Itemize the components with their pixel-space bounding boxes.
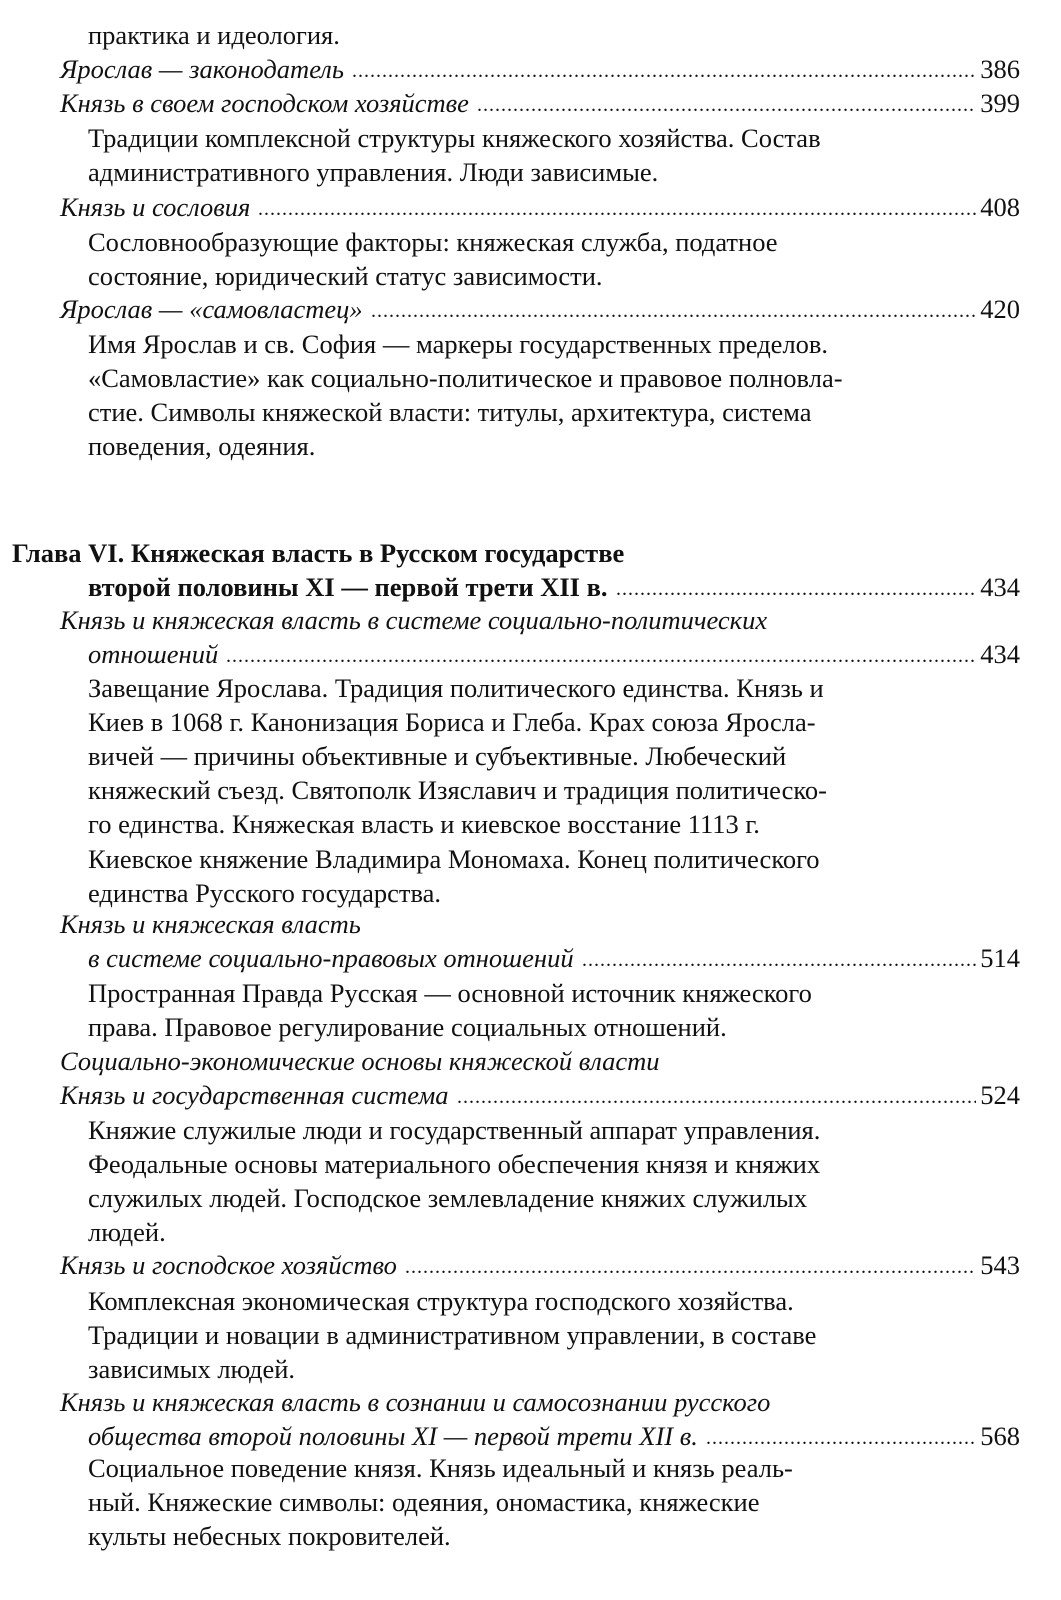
section-description: единства Русского государства.	[88, 877, 442, 908]
toc-line	[88, 1318, 816, 1352]
section-description: Социальное поведение князя. Князь идеальный и князь реаль-	[88, 1453, 793, 1483]
toc-line	[88, 1010, 727, 1044]
toc-line	[88, 1113, 820, 1147]
toc-line	[88, 225, 778, 259]
toc-line	[12, 536, 624, 570]
toc-line	[60, 603, 767, 637]
toc-line	[60, 1044, 660, 1078]
section-description: административного управления. Люди зависимые.	[88, 157, 659, 188]
section-description: служилых людей. Господское землевладение княжих служилых	[88, 1183, 808, 1214]
section-description: состояние, юридический статус зависимости.	[88, 261, 603, 292]
toc-line	[88, 1419, 698, 1453]
toc-line	[60, 52, 344, 86]
section-description: княжеский съезд. Святополк Изяславич и традиция политическо-	[88, 775, 827, 806]
section-description: Традиции комплексной структуры княжеского хозяйства. Состав	[88, 123, 821, 153]
section-description: Пространная Правда Русская — основной источник княжеского	[88, 978, 812, 1008]
section-title: Социально-экономические основы княжеской власти	[60, 1046, 660, 1076]
toc-line	[88, 1485, 759, 1519]
toc-line	[60, 292, 363, 326]
toc-line	[88, 361, 843, 395]
section-title: Князь и княжеская власть в сознании и самосознании русского	[60, 1387, 771, 1417]
toc-line	[60, 86, 469, 120]
page-number: 543	[980, 1250, 1020, 1280]
page-number: 434	[980, 572, 1020, 603]
toc-line	[88, 842, 820, 876]
leader-dots	[405, 1250, 976, 1284]
toc-line	[88, 155, 658, 189]
leader-dots	[226, 639, 976, 673]
section-title: Князь и господское хозяйство	[60, 1250, 397, 1280]
chapter-title: второй половины XI — первой трети XII в.	[88, 572, 608, 603]
section-description: Сословнообразующие факторы: княжеская служба, податное	[88, 227, 778, 257]
toc-line	[88, 739, 786, 773]
section-description: Комплексная экономическая структура господского хозяйства.	[88, 1286, 794, 1316]
page-number: 568	[980, 1421, 1020, 1452]
toc-line	[88, 1215, 166, 1249]
section-title: Князь и сословия	[60, 192, 251, 222]
toc-line	[60, 1385, 770, 1419]
toc-line	[60, 190, 250, 224]
section-title: Ярослав — законодатель	[60, 54, 344, 84]
toc-line	[88, 327, 828, 361]
section-description: го единства. Княжеская власть и киевское восстание 1113 г.	[88, 809, 760, 840]
section-title: в системе социально-правовых отношений	[88, 943, 574, 974]
section-title: Князь и княжеская власть в системе социально-политических	[60, 605, 768, 635]
section-description: вичей — причины объективные и субъективные. Любеческий	[88, 741, 787, 772]
toc-line	[88, 395, 812, 429]
toc-line	[60, 1078, 449, 1112]
toc-line	[60, 1248, 397, 1282]
toc-line	[60, 907, 361, 941]
section-title: общества второй половины XI — первой трети XII в.	[88, 1421, 698, 1452]
section-description: Имя Ярослав и св. София — маркеры государственных пределов.	[88, 329, 829, 359]
section-title: Князь в своем господском хозяйстве	[60, 88, 469, 118]
section-description: Феодальные основы материального обеспечения князя и княжих	[88, 1149, 821, 1180]
section-description: Завещание Ярослава. Традиция политического единства. Князь и	[88, 673, 824, 703]
toc-line	[88, 976, 812, 1010]
toc-line	[88, 570, 608, 604]
page-number: 386	[980, 54, 1020, 84]
section-description: людей.	[88, 1217, 166, 1248]
toc-line	[88, 1519, 451, 1553]
toc-line	[88, 637, 218, 671]
toc-line	[88, 1352, 295, 1386]
page-number: 420	[980, 294, 1020, 324]
section-description: Киевское княжение Владимира Мономаха. Конец политического	[88, 843, 820, 874]
toc-line	[88, 1147, 820, 1181]
page-number: 434	[980, 639, 1020, 670]
toc-line	[88, 876, 441, 910]
toc-line	[88, 1181, 807, 1215]
chapter-title: Глава VI. Княжеская власть в Русском государстве	[12, 538, 625, 568]
section-description: Традиции и новации в административном управлении, в составе	[88, 1320, 817, 1351]
page-number: 399	[980, 88, 1020, 118]
toc-line	[88, 18, 340, 52]
toc-line	[88, 941, 574, 975]
toc-line	[88, 1451, 793, 1485]
leader-dots	[616, 572, 976, 606]
section-description: стие. Символы княжеской власти: титулы, архитектура, система	[88, 397, 812, 428]
section-title: Ярослав — «самовластец»	[60, 294, 363, 324]
page-number: 408	[980, 192, 1020, 222]
section-description: поведения, одеяния.	[88, 431, 316, 462]
toc-line	[88, 705, 816, 739]
toc-line	[88, 807, 760, 841]
section-description: права. Правовое регулирование социальных отношений.	[88, 1012, 727, 1043]
section-description: «Самовластие» как социально-политическое и правовое полновла-	[88, 363, 843, 394]
leader-dots	[258, 192, 976, 226]
leader-dots	[706, 1421, 976, 1455]
section-description: ный. Княжеские символы: одеяния, ономастика, княжеские	[88, 1487, 760, 1518]
page-number: 514	[980, 943, 1020, 974]
section-title: отношений	[88, 639, 219, 670]
section-description: Княжие служилые люди и государственный аппарат управления.	[88, 1115, 821, 1145]
section-description: практика и идеология.	[88, 20, 340, 50]
toc-line	[88, 1284, 794, 1318]
toc-line	[88, 121, 821, 155]
toc-line	[88, 259, 603, 293]
leader-dots	[371, 294, 976, 328]
leader-dots	[582, 943, 976, 977]
toc-line	[88, 429, 315, 463]
section-title: Князь и княжеская власть	[60, 909, 361, 939]
section-description: культы небесных покровителей.	[88, 1521, 451, 1552]
section-description: зависимых людей.	[88, 1354, 296, 1385]
leader-dots	[352, 54, 976, 88]
toc-line	[88, 773, 827, 807]
page-number: 524	[980, 1080, 1020, 1110]
section-description: Киев в 1068 г. Канонизация Бориса и Глеба. Крах союза Яросла-	[88, 707, 816, 738]
leader-dots	[477, 88, 976, 122]
section-title: Князь и государственная система	[60, 1080, 449, 1110]
leader-dots	[457, 1080, 976, 1114]
toc-line	[88, 671, 824, 705]
